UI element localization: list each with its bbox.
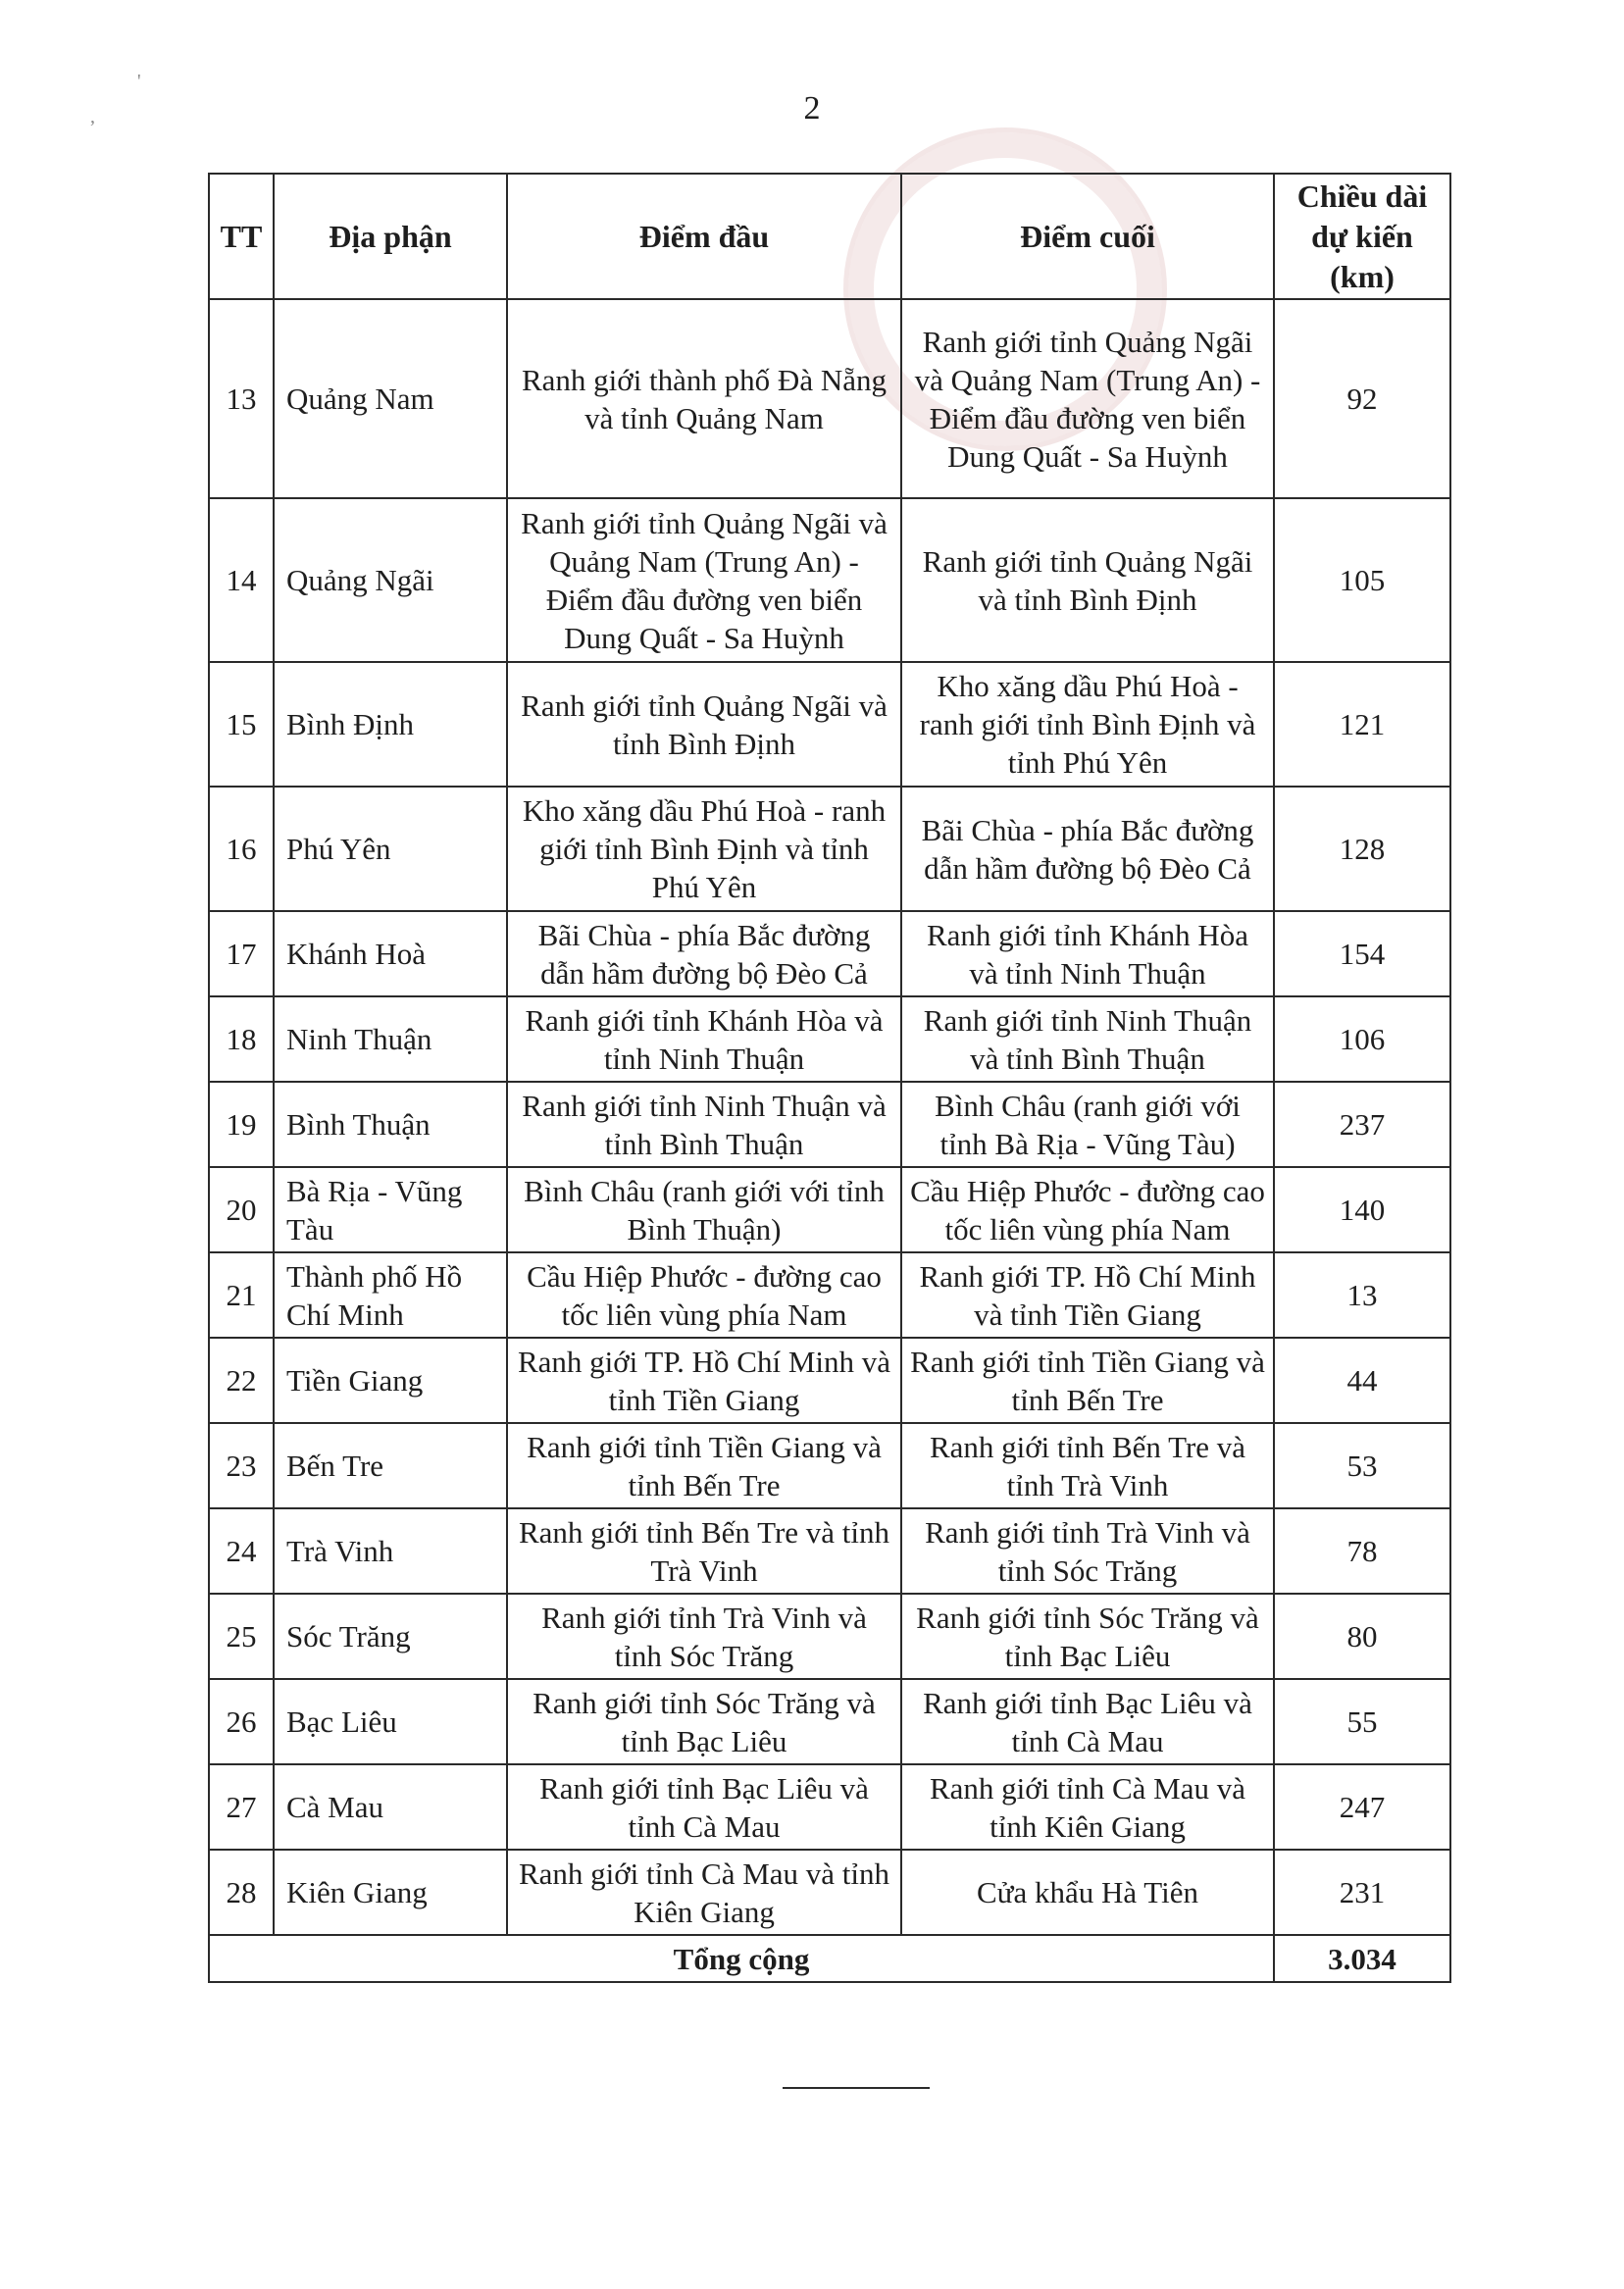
table-row — [209, 1338, 1450, 1423]
header-diem-cuoi: Điểm cuối — [901, 174, 1274, 299]
table-row — [209, 1508, 1450, 1594]
cell-diem-cuoi: Bãi Chùa - phía Bắc đường dẫn hầm đường bộ Đèo Cả — [901, 787, 1274, 911]
cell-diem-cuoi: Ranh giới TP. Hồ Chí Minh và tỉnh Tiền Giang — [901, 1252, 1274, 1338]
header-dia-phan: Địa phận — [274, 174, 507, 299]
cell-tt: 14 — [209, 498, 274, 662]
cell-diem-cuoi: Ranh giới tỉnh Khánh Hòa và tỉnh Ninh Thuận — [901, 911, 1274, 996]
cell-dia-phan: Quảng Nam — [274, 299, 507, 498]
cell-chieu-dai: 55 — [1274, 1679, 1450, 1764]
cell-diem-dau: Cầu Hiệp Phước - đường cao tốc liên vùng phía Nam — [507, 1252, 901, 1338]
end-divider — [783, 2087, 930, 2089]
cell-dia-phan: Sóc Trăng — [274, 1594, 507, 1679]
cell-diem-dau: Ranh giới tỉnh Bến Tre và tỉnh Trà Vinh — [507, 1508, 901, 1594]
cell-chieu-dai: 13 — [1274, 1252, 1450, 1338]
cell-diem-cuoi: Ranh giới tỉnh Tiền Giang và tỉnh Bến Tre — [901, 1338, 1274, 1423]
cell-dia-phan: Ninh Thuận — [274, 996, 507, 1082]
cell-diem-cuoi: Ranh giới tỉnh Bạc Liêu và tỉnh Cà Mau — [901, 1679, 1274, 1764]
cell-diem-dau: Ranh giới tỉnh Cà Mau và tỉnh Kiên Giang — [507, 1850, 901, 1935]
cell-diem-cuoi: Cầu Hiệp Phước - đường cao tốc liên vùng phía Nam — [901, 1167, 1274, 1252]
header-chieu-dai: Chiều dài dự kiến (km) — [1274, 174, 1450, 299]
cell-tt: 28 — [209, 1850, 274, 1935]
cell-chieu-dai: 44 — [1274, 1338, 1450, 1423]
cell-diem-cuoi: Ranh giới tỉnh Ninh Thuận và tỉnh Bình Thuận — [901, 996, 1274, 1082]
cell-chieu-dai: 53 — [1274, 1423, 1450, 1508]
cell-chieu-dai: 231 — [1274, 1850, 1450, 1935]
total-value: 3.034 — [1274, 1935, 1450, 1982]
table-row — [209, 1423, 1450, 1508]
cell-dia-phan: Tiền Giang — [274, 1338, 507, 1423]
table-row — [209, 1594, 1450, 1679]
table-row — [209, 1082, 1450, 1167]
scan-speck: ' — [137, 71, 141, 92]
cell-dia-phan: Cà Mau — [274, 1764, 507, 1850]
cell-diem-dau: Ranh giới tỉnh Khánh Hòa và tỉnh Ninh Thuận — [507, 996, 901, 1082]
cell-chieu-dai: 80 — [1274, 1594, 1450, 1679]
table-row — [209, 498, 1450, 662]
header-diem-dau: Điểm đầu — [507, 174, 901, 299]
cell-diem-dau: Ranh giới tỉnh Trà Vinh và tỉnh Sóc Trăng — [507, 1594, 901, 1679]
route-table — [208, 173, 1451, 1983]
cell-chieu-dai: 92 — [1274, 299, 1450, 498]
header-tt: TT — [209, 174, 274, 299]
table-row — [209, 662, 1450, 787]
cell-diem-dau: Bình Châu (ranh giới với tỉnh Bình Thuận) — [507, 1167, 901, 1252]
cell-diem-dau: Ranh giới tỉnh Ninh Thuận và tỉnh Bình Thuận — [507, 1082, 901, 1167]
cell-dia-phan: Bạc Liêu — [274, 1679, 507, 1764]
cell-tt: 23 — [209, 1423, 274, 1508]
cell-diem-dau: Bãi Chùa - phía Bắc đường dẫn hầm đường bộ Đèo Cả — [507, 911, 901, 996]
cell-chieu-dai: 128 — [1274, 787, 1450, 911]
cell-dia-phan: Khánh Hoà — [274, 911, 507, 996]
cell-chieu-dai: 247 — [1274, 1764, 1450, 1850]
cell-tt: 15 — [209, 662, 274, 787]
cell-chieu-dai: 78 — [1274, 1508, 1450, 1594]
cell-diem-dau: Ranh giới tỉnh Quảng Ngãi và Quảng Nam (Trung An) - Điểm đầu đường ven biển Dung Quất - Sa Huỳnh — [507, 498, 901, 662]
cell-diem-cuoi: Ranh giới tỉnh Quảng Ngãi và Quảng Nam (Trung An) - Điểm đầu đường ven biển Dung Quất - Sa Huỳnh — [901, 299, 1274, 498]
cell-dia-phan: Trà Vinh — [274, 1508, 507, 1594]
total-row — [209, 1935, 1450, 1982]
cell-diem-dau: Ranh giới tỉnh Bạc Liêu và tỉnh Cà Mau — [507, 1764, 901, 1850]
cell-diem-cuoi: Ranh giới tỉnh Cà Mau và tỉnh Kiên Giang — [901, 1764, 1274, 1850]
cell-tt: 22 — [209, 1338, 274, 1423]
cell-diem-dau: Ranh giới tỉnh Quảng Ngãi và tỉnh Bình Định — [507, 662, 901, 787]
cell-tt: 16 — [209, 787, 274, 911]
cell-diem-cuoi: Bình Châu (ranh giới với tỉnh Bà Rịa - Vũng Tàu) — [901, 1082, 1274, 1167]
table-header-row — [209, 174, 1450, 299]
route-table-container — [208, 173, 1451, 1983]
cell-diem-cuoi: Ranh giới tỉnh Trà Vinh và tỉnh Sóc Trăng — [901, 1508, 1274, 1594]
cell-dia-phan: Bến Tre — [274, 1423, 507, 1508]
table-row — [209, 996, 1450, 1082]
cell-dia-phan: Thành phố Hồ Chí Minh — [274, 1252, 507, 1338]
cell-chieu-dai: 140 — [1274, 1167, 1450, 1252]
cell-chieu-dai: 106 — [1274, 996, 1450, 1082]
cell-diem-dau: Kho xăng dầu Phú Hoà - ranh giới tỉnh Bình Định và tỉnh Phú Yên — [507, 787, 901, 911]
cell-diem-cuoi: Ranh giới tỉnh Sóc Trăng và tỉnh Bạc Liêu — [901, 1594, 1274, 1679]
cell-chieu-dai: 121 — [1274, 662, 1450, 787]
table-row — [209, 1850, 1450, 1935]
scan-speck: , — [90, 106, 95, 127]
cell-diem-cuoi: Kho xăng dầu Phú Hoà - ranh giới tỉnh Bình Định và tỉnh Phú Yên — [901, 662, 1274, 787]
cell-dia-phan: Quảng Ngãi — [274, 498, 507, 662]
cell-diem-dau: Ranh giới thành phố Đà Nẵng và tỉnh Quảng Nam — [507, 299, 901, 498]
cell-dia-phan: Bình Thuận — [274, 1082, 507, 1167]
cell-chieu-dai: 154 — [1274, 911, 1450, 996]
cell-tt: 26 — [209, 1679, 274, 1764]
cell-tt: 25 — [209, 1594, 274, 1679]
table-row — [209, 1679, 1450, 1764]
table-row — [209, 911, 1450, 996]
cell-dia-phan: Kiên Giang — [274, 1850, 507, 1935]
cell-tt: 13 — [209, 299, 274, 498]
cell-tt: 20 — [209, 1167, 274, 1252]
cell-tt: 17 — [209, 911, 274, 996]
cell-diem-cuoi: Ranh giới tỉnh Quảng Ngãi và tỉnh Bình Định — [901, 498, 1274, 662]
cell-dia-phan: Bình Định — [274, 662, 507, 787]
cell-diem-dau: Ranh giới tỉnh Sóc Trăng và tỉnh Bạc Liêu — [507, 1679, 901, 1764]
cell-tt: 21 — [209, 1252, 274, 1338]
table-row — [209, 787, 1450, 911]
cell-diem-cuoi: Ranh giới tỉnh Bến Tre và tỉnh Trà Vinh — [901, 1423, 1274, 1508]
cell-dia-phan: Bà Rịa - Vũng Tàu — [274, 1167, 507, 1252]
cell-tt: 19 — [209, 1082, 274, 1167]
cell-diem-dau: Ranh giới tỉnh Tiền Giang và tỉnh Bến Tre — [507, 1423, 901, 1508]
total-label: Tổng cộng — [209, 1935, 1274, 1982]
table-row — [209, 1167, 1450, 1252]
cell-chieu-dai: 105 — [1274, 498, 1450, 662]
cell-tt: 18 — [209, 996, 274, 1082]
table-row — [209, 1252, 1450, 1338]
cell-tt: 24 — [209, 1508, 274, 1594]
table-row — [209, 299, 1450, 498]
table-row — [209, 1764, 1450, 1850]
cell-diem-dau: Ranh giới TP. Hồ Chí Minh và tỉnh Tiền Giang — [507, 1338, 901, 1423]
cell-tt: 27 — [209, 1764, 274, 1850]
cell-diem-cuoi: Cửa khẩu Hà Tiên — [901, 1850, 1274, 1935]
cell-chieu-dai: 237 — [1274, 1082, 1450, 1167]
page-number: 2 — [803, 90, 821, 127]
cell-dia-phan: Phú Yên — [274, 787, 507, 911]
